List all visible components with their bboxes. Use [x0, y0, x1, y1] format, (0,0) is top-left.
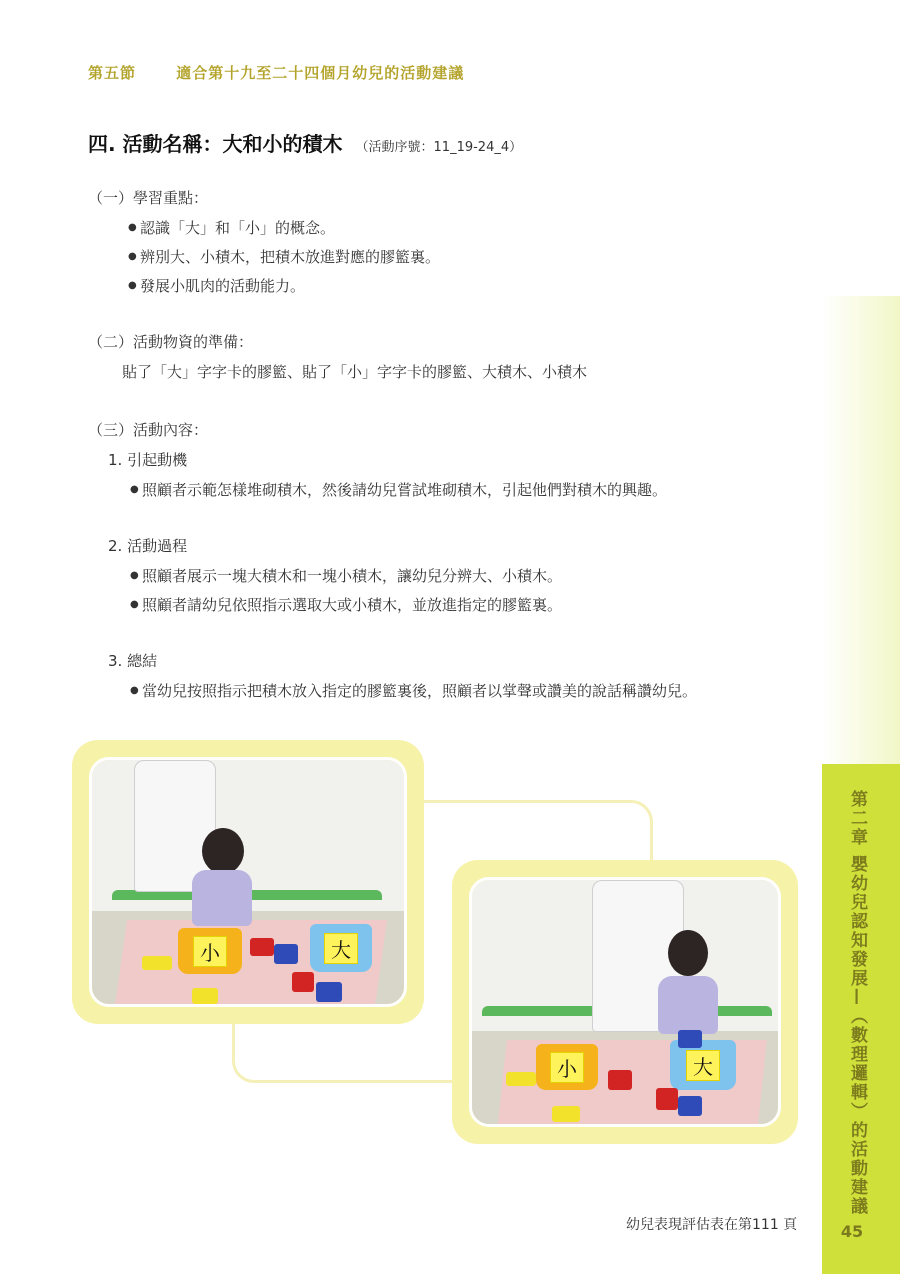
section-title: 適合第十九至二十四個月幼兒的活動建議	[176, 64, 465, 82]
toy-block	[192, 988, 218, 1004]
list-item: ● 照顧者示範怎樣堆砌積木，然後請幼兒嘗試堆砌積木，引起他們對積木的興趣。	[130, 480, 667, 500]
step-title: 1. 引起動機	[108, 451, 188, 469]
chapter-tab-text: 第二章 嬰幼兒認知發展—（數理邏輯）的活動建議	[847, 790, 867, 1216]
basket-label-small: 小	[550, 1052, 584, 1083]
learning-heading: （一）學習重點：	[88, 189, 209, 207]
basket-label-big: 大	[324, 933, 358, 964]
step-2	[108, 536, 562, 624]
basket-label-small: 小	[193, 936, 227, 967]
toy-block	[552, 1106, 580, 1122]
activity-photo-2	[469, 877, 781, 1127]
list-item: ● 照顧者請幼兒依照指示選取大或小積木，並放進指定的膠籃裏。	[130, 595, 562, 615]
child	[658, 976, 718, 1034]
materials	[88, 332, 587, 382]
child-head	[202, 828, 244, 874]
toy-block	[316, 982, 342, 1002]
list-item: ● 發展小肌肉的活動能力。	[128, 276, 440, 296]
toy-block	[292, 972, 314, 992]
basket-small	[536, 1044, 598, 1090]
basket-big	[310, 924, 372, 972]
child-head	[668, 930, 708, 976]
toy-block	[678, 1096, 702, 1116]
content-heading-block	[88, 420, 208, 440]
decorative-connector	[232, 1020, 455, 1083]
toy-block	[506, 1072, 536, 1086]
toy-block	[142, 956, 172, 970]
learning-list	[128, 218, 440, 296]
page-number: 45	[840, 1222, 864, 1241]
step-3	[108, 651, 697, 710]
basket-label-big: 大	[686, 1050, 720, 1081]
assessment-reference: 幼兒表現評估表在第111 頁	[626, 1217, 798, 1233]
section-number: 第五節	[88, 64, 137, 82]
section-header	[88, 62, 464, 83]
list-item: ● 照顧者展示一塊大積木和一塊小積木，讓幼兒分辨大、小積木。	[130, 566, 562, 586]
step-list	[130, 480, 667, 500]
materials-heading: （二）活動物資的準備：	[88, 333, 254, 351]
photo-frame-2	[452, 860, 798, 1144]
toy-block	[678, 1030, 702, 1048]
child	[192, 870, 252, 926]
learning-focus	[88, 188, 440, 305]
photo-frame-1	[72, 740, 424, 1024]
step-1	[108, 450, 667, 509]
toy-block	[274, 944, 298, 964]
list-item: ● 當幼兒按照指示把積木放入指定的膠籃裏後，照顧者以掌聲或讚美的說話稱讚幼兒。	[130, 681, 697, 701]
list-item: ● 辨別大、小積木，把積木放進對應的膠籃裏。	[128, 247, 440, 267]
content-heading: （三）活動內容：	[88, 421, 209, 439]
list-item: ● 認識「大」和「小」的概念。	[128, 218, 440, 238]
activity-serial: （活動序號：11_19-24_4）	[355, 140, 523, 155]
step-title: 3. 總結	[108, 652, 158, 670]
activity-title	[88, 128, 522, 157]
toy-block	[608, 1070, 632, 1090]
step-list	[130, 681, 697, 701]
materials-text: 貼了「大」字字卡的膠籃、貼了「小」字字卡的膠籃、大積木、小積木	[122, 363, 588, 381]
activity-name: 四. 活動名稱：大和小的積木	[88, 132, 343, 156]
activity-photo-1	[89, 757, 407, 1007]
step-title: 2. 活動過程	[108, 537, 188, 555]
toy-block	[656, 1088, 678, 1110]
basket-small	[178, 928, 242, 974]
step-list	[130, 566, 562, 615]
toy-block	[250, 938, 274, 956]
